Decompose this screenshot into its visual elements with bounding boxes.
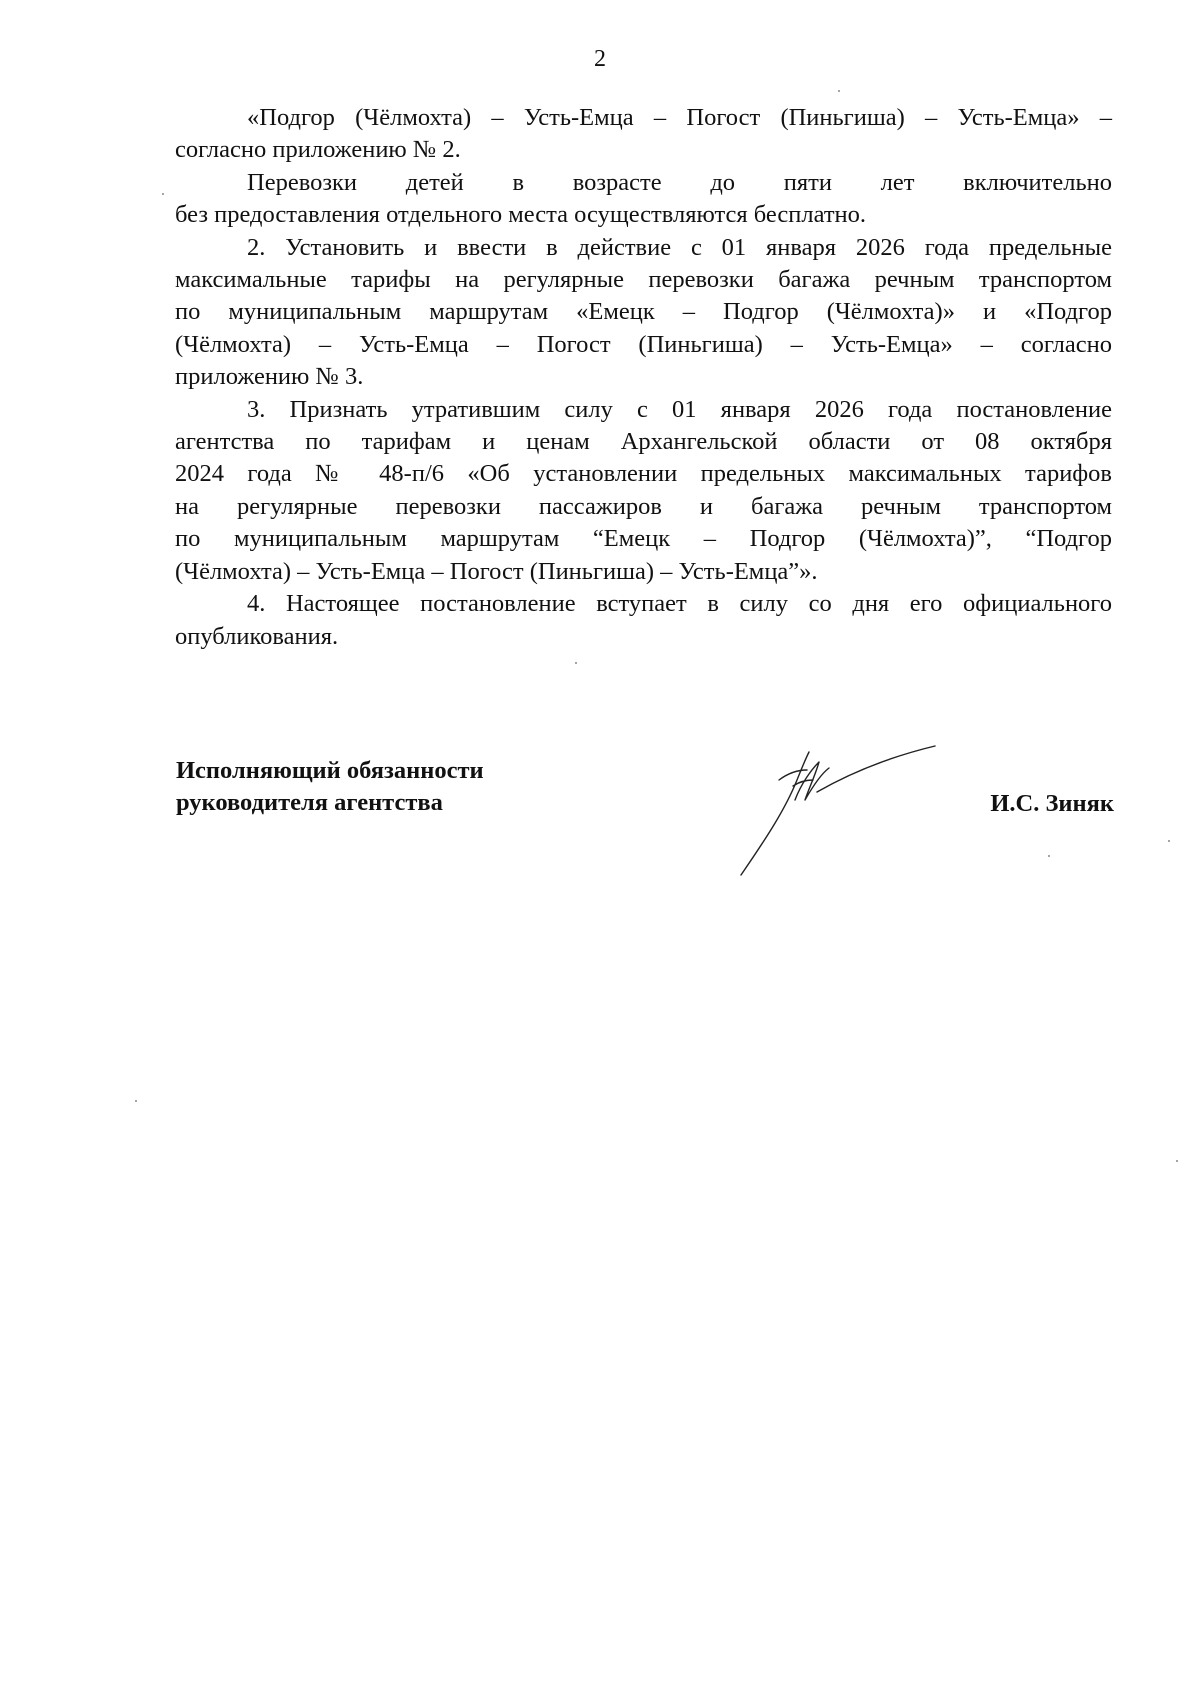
scan-speck (1048, 855, 1050, 857)
handwritten-signature-icon (735, 740, 945, 880)
document-body (175, 102, 1112, 653)
signer-name: И.С. Зиняк (990, 790, 1114, 817)
page-number: 2 (594, 46, 606, 72)
text-line: на регулярные перевозки пассажиров и багажа речным транспортом (175, 492, 1112, 520)
text-line: Перевозки детей в возрасте до пяти лет включительно (247, 168, 1112, 196)
text-line: 3. Признать утратившим силу с 01 января 2026 года постановление (247, 395, 1112, 423)
text-line: (Чёлмохта) – Усть-Емца – Погост (Пиньгиша) – Усть-Емца» – согласно (175, 330, 1112, 358)
text-line: опубликования. (175, 622, 339, 650)
scan-speck (162, 193, 164, 195)
scan-speck (1168, 840, 1170, 842)
scan-speck (575, 662, 577, 664)
signer-position (176, 755, 484, 819)
text-line: приложению № 3. (175, 363, 364, 391)
text-line: по муниципальным маршрутам «Емецк – Подгор (Чёлмохта)» и «Подгор (175, 298, 1112, 326)
paragraph-item-2 (175, 232, 1112, 394)
text-line: «Подгор (Чёлмохта) – Усть-Емца – Погост (Пиньгиша) – Усть-Емца» – (247, 104, 1112, 131)
signer-position-line: руководителя агентства (176, 789, 443, 816)
scan-speck (135, 1100, 137, 1102)
paragraph-item-3 (175, 394, 1112, 588)
scan-speck (1176, 1160, 1178, 1162)
text-line: по муниципальным маршрутам “Емецк – Подгор (Чёлмохта)”, “Подгор (175, 525, 1112, 553)
text-line: (Чёлмохта) – Усть-Емца – Погост (Пиньгиша) – Усть-Емца”». (175, 557, 818, 585)
text-line: 4. Настоящее постановление вступает в силу со дня его официального (247, 590, 1112, 618)
paragraph-children (175, 167, 1112, 232)
text-line: без предоставления отдельного места осуществляются бесплатно. (175, 201, 867, 229)
text-line: 2024 года № 48-п/6 «Об установлении предельных максимальных тарифов (175, 460, 1112, 488)
paragraph-item-4 (175, 588, 1112, 653)
text-line: 2. Установить и ввести в действие с 01 января 2026 года предельные (247, 233, 1112, 261)
text-line: максимальные тарифы на регулярные перевозки багажа речным транспортом (175, 266, 1112, 294)
paragraph-routes (175, 102, 1112, 167)
signer-position-line: Исполняющий обязанности (176, 757, 484, 784)
text-line: согласно приложению № 2. (175, 136, 461, 164)
scan-speck (838, 90, 840, 92)
text-line: агентства по тарифам и ценам Архангельской области от 08 октября (175, 428, 1112, 456)
